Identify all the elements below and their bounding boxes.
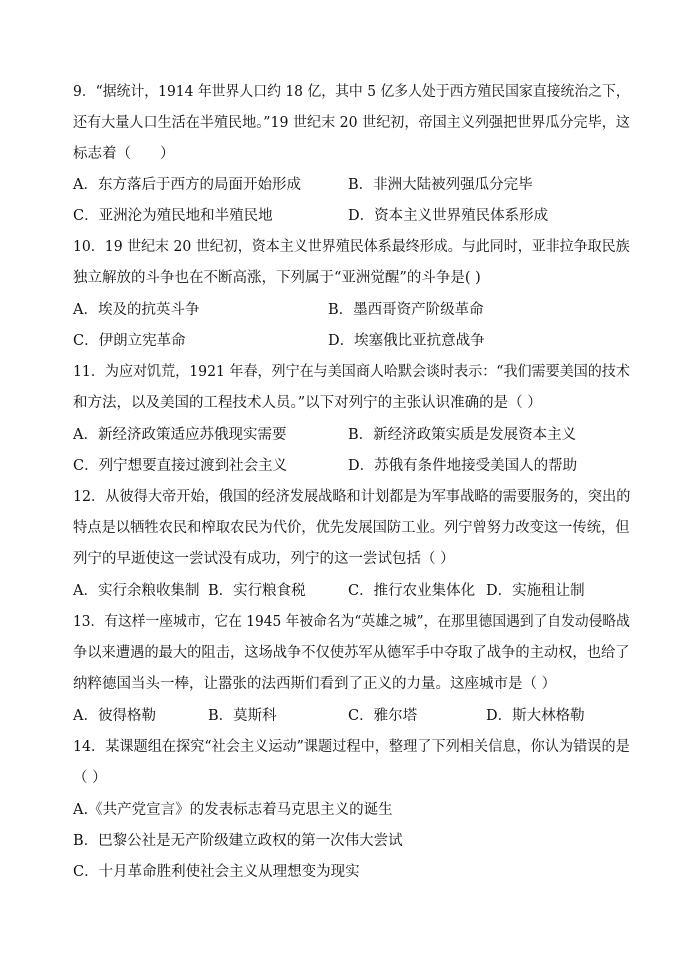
option-d: D．资本主义世界殖民体系形成 <box>348 208 549 224</box>
option-b: B．非洲大陆被列强瓜分完毕 <box>348 177 533 193</box>
option-d: D．实施租让制 <box>486 583 585 599</box>
question-text-line: 争以来遭遇的最大的阻击，这场战争不仅使苏军从德军手中夺取了战争的主动权，也给了 <box>73 645 630 661</box>
option-a: A．彼得格勒 <box>73 708 156 724</box>
question-text-line: 10．19 世纪末 20 世纪初，资本主义世界殖民体系最终形成。与此同时，亚非拉争取民族 <box>73 239 630 255</box>
option-b: B．新经济政策实质是发展资本主义 <box>348 427 577 443</box>
question-text-line: 特点是以牺牲农民和榨取农民为代价，优先发展国防工业。列宁曾努力改变这一传统，但 <box>73 520 630 536</box>
question-text-line: 14．某课题组在探究“社会主义运动”课题过程中，整理了下列相关信息，你认为错误的是 <box>73 739 630 755</box>
option-b: B．墨西哥资产阶级革命 <box>328 302 484 318</box>
option-c: C．十月革命胜利使社会主义从理想变为现实 <box>73 864 360 880</box>
option-a: A.《共产党宣言》的发表标志着马克思主义的诞生 <box>73 802 393 818</box>
option-c: C．伊朗立宪革命 <box>73 333 186 349</box>
question-text-line: 和方法，以及美国的工程技术人员。”以下对列宁的主张认识准确的是（ ） <box>73 395 542 411</box>
option-c: C．亚洲沦为殖民地和半殖民地 <box>73 208 273 224</box>
option-c: C．雅尔塔 <box>348 708 418 724</box>
option-d: D．埃塞俄比亚抗意战争 <box>328 333 485 349</box>
question-text-line: 列宁的早逝使这一尝试没有成功，列宁的这一尝试包括（ ） <box>73 551 455 567</box>
question-text-line: 纳粹德国当头一棒，让嚣张的法西斯们看到了正义的力量。这座城市是（ ） <box>73 676 557 692</box>
option-b: B．莫斯科 <box>208 708 277 724</box>
question-text-line: 9．“据统计，1914 年世界人口约 18 亿，其中 5 亿多人处于西方殖民国家直接统治之下， <box>73 84 630 100</box>
question-text-line: 11．为应对饥荒，1921 年春，列宁在与美国商人哈默会谈时表示：“我们需要美国的技术 <box>73 364 630 380</box>
question-text-line: 标志着（ ） <box>73 146 175 162</box>
question-text-line: 13．有这样一座城市，它在 1945 年被命名为“英雄之城”，在那里德国遇到了自发动侵略战 <box>73 614 630 630</box>
option-c: C．推行农业集体化 <box>348 583 476 599</box>
option-a: A．东方落后于西方的局面开始形成 <box>73 177 301 193</box>
option-c: C．列宁想要直接过渡到社会主义 <box>73 458 288 474</box>
option-a: A．埃及的抗英斗争 <box>73 302 200 318</box>
option-d: D．斯大林格勒 <box>486 708 585 724</box>
option-b: B．实行粮食税 <box>208 583 306 599</box>
option-d: D．苏俄有条件地接受美国人的帮助 <box>348 458 578 474</box>
question-text-line: 还有大量人口生活在半殖民地。”19 世纪末 20 世纪初，帝国主义列强把世界瓜分完毕，这 <box>73 115 630 131</box>
option-b: B．巴黎公社是无产阶级建立政权的第一次伟大尝试 <box>73 833 403 849</box>
question-text-line: （ ） <box>73 770 107 786</box>
option-a: A．实行余粮收集制 <box>73 583 200 599</box>
option-a: A．新经济政策适应苏俄现实需要 <box>73 427 287 443</box>
question-text-line: 独立解放的斗争也在不断高涨，下列属于“亚洲觉醒”的斗争是( ) <box>73 270 481 286</box>
question-text-line: 12．从彼得大帝开始，俄国的经济发展战略和计划都是为军事战略的需要服务的，突出的 <box>73 489 631 505</box>
